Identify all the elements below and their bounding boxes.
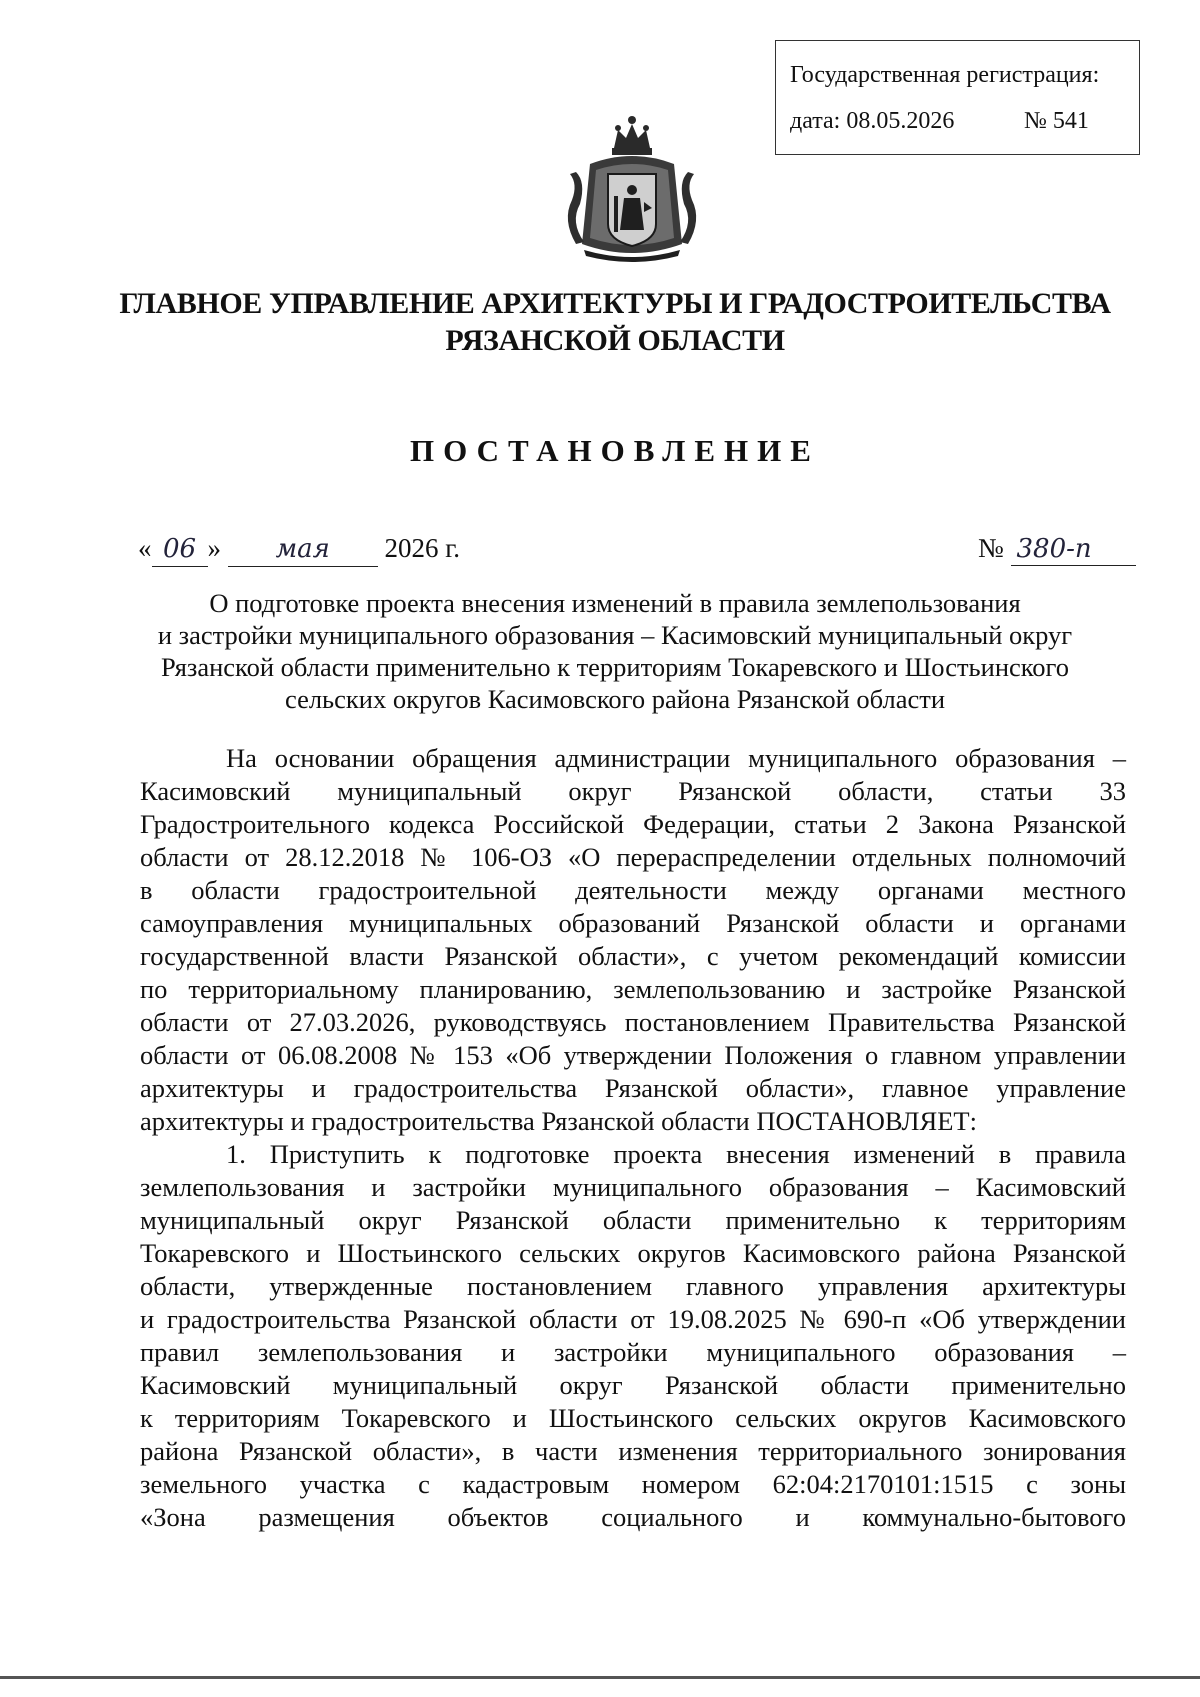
body-line: по территориальному планированию, землепользованию и застройке Рязанской: [140, 974, 1126, 1004]
quote-open: «: [138, 533, 152, 563]
ryazan-coat-of-arms-icon: [562, 112, 702, 264]
body-line: Токаревского и Шостьинского сельских округов Касимовского района Рязанской: [140, 1238, 1126, 1268]
body-line: архитектуры и градостроительства Рязанской области ПОСТАНОВЛЯЕТ:: [140, 1106, 977, 1136]
body-line: Касимовский муниципальный округ Рязанской области, статьи 33: [140, 776, 1126, 806]
body-line: района Рязанской области», в части изменения территориального зонирования: [140, 1436, 1126, 1466]
page-bottom-edge: [0, 1676, 1200, 1679]
body-line: самоуправления муниципальных образований Рязанской области и органами: [140, 908, 1126, 938]
registration-title: Государственная регистрация:: [790, 62, 1100, 88]
document-number: [978, 535, 1136, 566]
subject-line: О подготовке проекта внесения изменений в правила землепользования: [209, 588, 1021, 618]
subject-line: сельских округов Касимовского района Рязанской области: [284, 684, 946, 714]
organization-title-line-1: ГЛАВНОЕ УПРАВЛЕНИЕ АРХИТЕКТУРЫ И ГРАДОСТРОИТЕЛЬСТВА: [119, 287, 1111, 320]
quote-close: »: [207, 533, 221, 563]
body-line: государственной власти Рязанской области», с учетом рекомендаций комиссии: [140, 941, 1126, 971]
subject-line: Рязанской области применительно к территориям Токаревского и Шостьинского: [160, 652, 1070, 682]
document-date: [138, 535, 460, 567]
handwritten-number: 380-п: [1011, 536, 1136, 566]
body-line: муниципальный округ Рязанской области применительно к территориям: [140, 1205, 1126, 1235]
body-line: Касимовский муниципальный округ Рязанской области применительно: [140, 1370, 1126, 1400]
body-line: землепользования и застройки муниципального образования – Касимовский: [140, 1172, 1126, 1202]
body-line: области от 27.03.2026, руководствуясь постановлением Правительства Рязанской: [140, 1007, 1126, 1037]
document-type-heading: ПОСТАНОВЛЕНИЕ: [410, 433, 820, 468]
body-line: области от 06.08.2008 № 153 «Об утверждении Положения о главном управлении: [140, 1040, 1126, 1070]
handwritten-month: мая: [228, 536, 378, 567]
handwritten-day: 06: [152, 536, 208, 567]
body-line: в области градостроительной деятельности между органами местного: [140, 875, 1126, 905]
registration-date: дата: 08.05.2026: [790, 108, 955, 134]
body-line: 1. Приступить к подготовке проекта внесения изменений в правила: [226, 1139, 1126, 1169]
body-line: правил землепользования и застройки муниципального образования –: [140, 1337, 1126, 1367]
document-year: 2026 г.: [384, 533, 461, 563]
body-line: к территориям Токаревского и Шостьинского сельских округов Касимовского: [140, 1403, 1126, 1433]
body-line: На основании обращения администрации муниципального образования –: [226, 743, 1126, 773]
body-line: области, утвержденные постановлением главного управления архитектуры: [140, 1271, 1126, 1301]
body-line: и градостроительства Рязанской области от 19.08.2025 № 690-п «Об утверждении: [140, 1304, 1126, 1334]
subject-line: и застройки муниципального образования – Касимовский муниципальный округ: [157, 620, 1073, 650]
body-line: «Зона размещения объектов социального и коммунально-бытового: [140, 1502, 1126, 1532]
body-line: Градостроительного кодекса Российской Федерации, статьи 2 Закона Рязанской: [140, 809, 1126, 839]
registration-stamp: [775, 40, 1140, 155]
registration-number: № 541: [1024, 108, 1089, 134]
organization-title-line-2: РЯЗАНСКОЙ ОБЛАСТИ: [445, 324, 785, 357]
number-prefix: №: [978, 533, 1004, 563]
body-line: области от 28.12.2018 № 106-ОЗ «О перераспределении отдельных полномочий: [140, 842, 1126, 872]
body-line: архитектуры и градостроительства Рязанской области», главное управление: [140, 1073, 1126, 1103]
body-line: земельного участка с кадастровым номером 62:04:2170101:1515 с зоны: [140, 1469, 1126, 1499]
